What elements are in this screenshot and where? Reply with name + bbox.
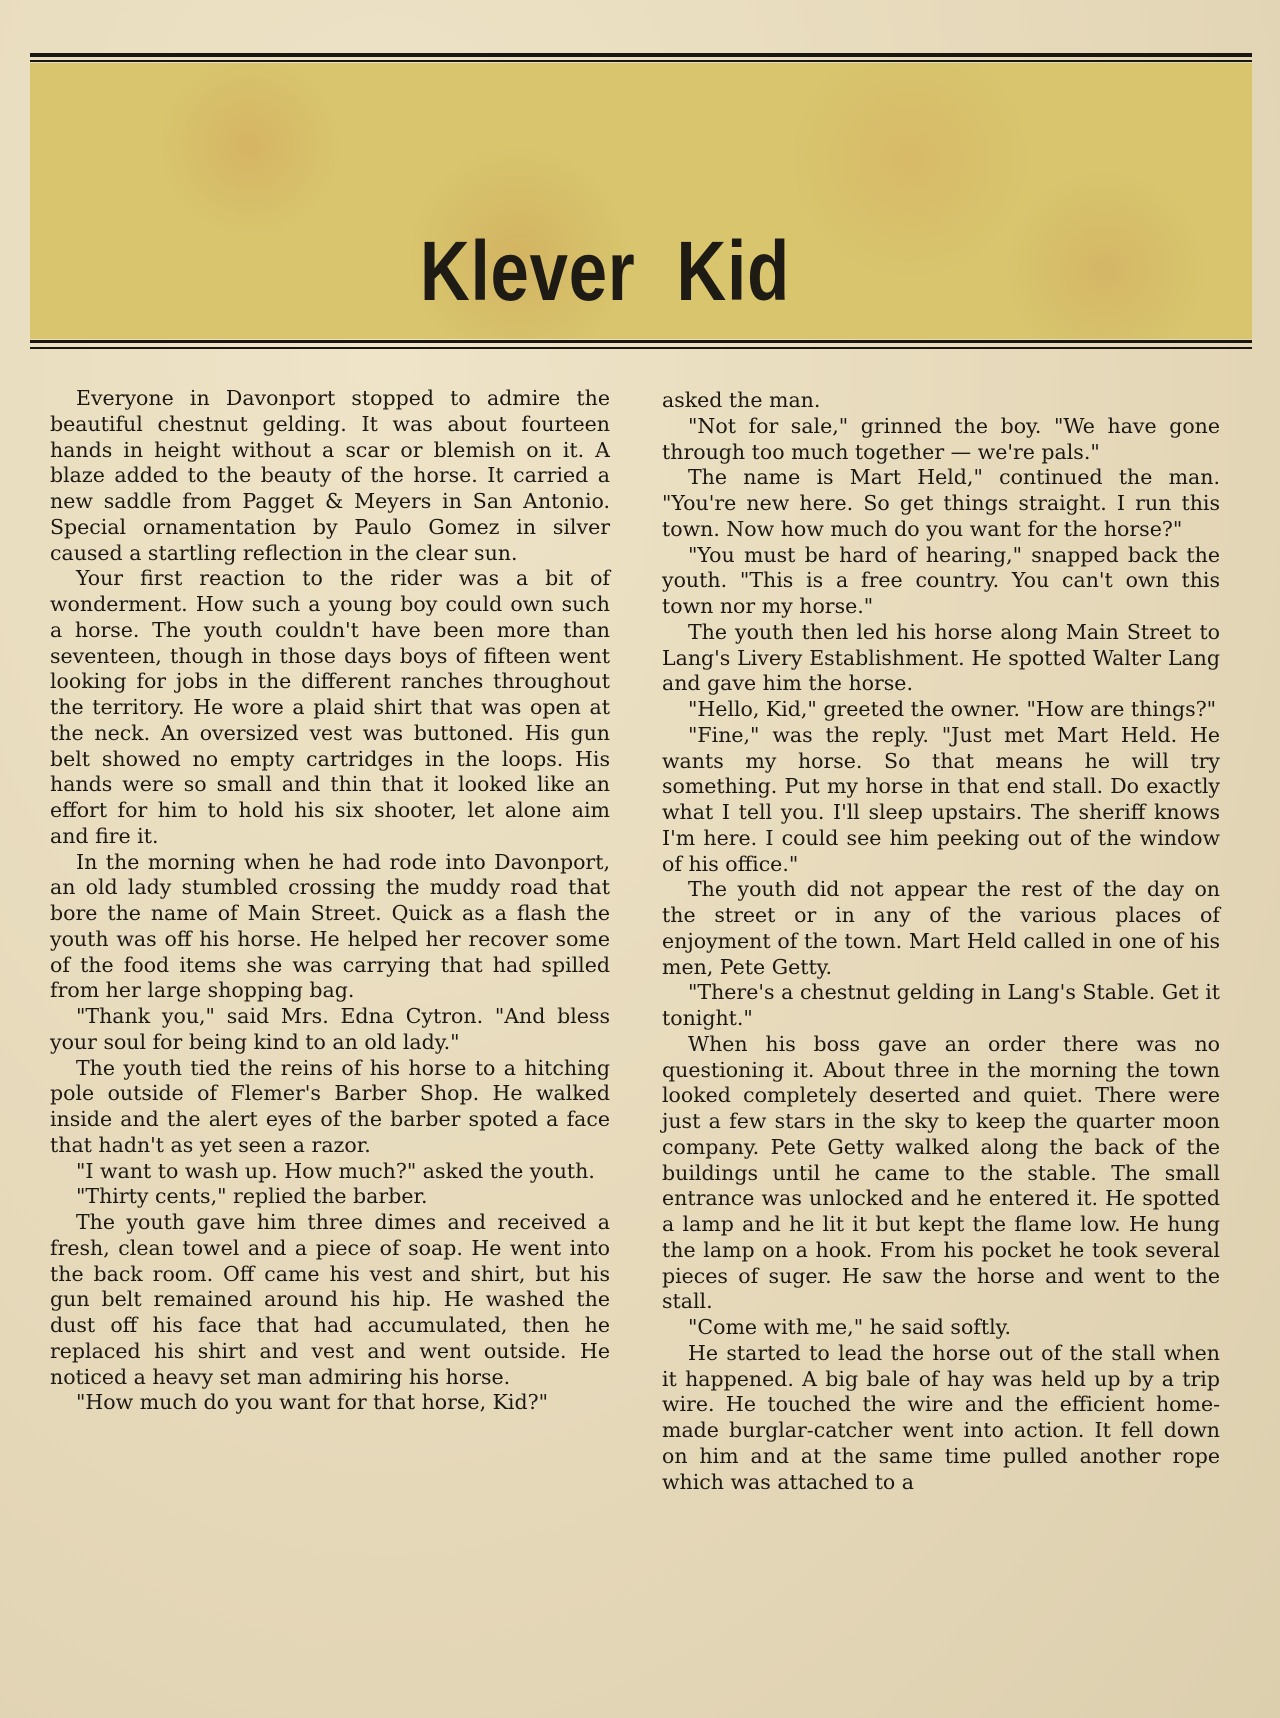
paragraph: "Thank you," said Mrs. Edna Cytron. "And bless your soul for being kind to an old lady." bbox=[50, 1004, 610, 1054]
title-word-1: Klever bbox=[420, 224, 636, 318]
title-banner bbox=[30, 63, 1252, 339]
paragraph: Your first reaction to the rider was a bit of wonderment. How such a young boy could own such a horse. The youth couldn't have been more than seventeen, though in those days boys of fifteen went looking for jobs in the different ranches throughout the territory. He wore a plaid shirt that was open at the neck. An oversized vest was buttoned. His gun belt showed no empty cartridges in the loops. His hands were so small and thin that it looked like an effort for him to hold his six shooter, let alone aim and fire it. bbox=[50, 566, 610, 848]
paragraph: The youth gave him three dimes and received a fresh, clean towel and a piece of soap. He went into the back room. Off came his vest and shirt, but his gun belt remained around his hip. He washed the dust off his face that had accumulated, then he replaced his shirt and vest and went outside. He noticed a heavy set man admiring his horse. bbox=[50, 1210, 610, 1389]
paragraph: "Thirty cents," replied the barber. bbox=[76, 1184, 428, 1209]
paragraph: Everyone in Davonport stopped to admire the beautiful chestnut gelding. It was about fourteen hands in height without a scar or blemish on it. A blaze added to the beauty of the horse. It carried a new saddle from Pagget & Meyers in San Antonio. Special ornamentation by Paulo Gomez in silver caused a startling reflection in the clear sun. bbox=[50, 386, 610, 565]
paragraph: The name is Mart Held," continued the man. "You're new here. So get things straight. I run this town. Now how much do you want for the horse?" bbox=[662, 465, 1220, 541]
paragraph: "Fine," was the reply. "Just met Mart Held. He wants my horse. So that means he will try something. Put my horse in that end stall. Do exactly what I tell you. I'll sleep upstairs. The sheriff knows I'm here. I could see him peeking out of the window of his office." bbox=[662, 722, 1220, 876]
header-rule-top-thin bbox=[30, 60, 1252, 62]
paragraph: In the morning when he had rode into Davonport, an old lady stumbled crossing the muddy road that bore the name of Main Street. Quick as a flash the youth was off his horse. He helped her recover some of the food items she was carrying that had spilled from her large shopping bag. bbox=[50, 849, 610, 1003]
header-rule-top bbox=[30, 53, 1252, 57]
header-rule-bottom bbox=[30, 340, 1252, 343]
paragraph: The youth did not appear the rest of the day on the street or in any of the various places of enjoyment of the town. Mart Held called in one of his men, Pete Getty. bbox=[662, 877, 1220, 979]
paragraph: The youth tied the reins of his horse to a hitching pole outside of Flemer's Barber Shop. He walked inside and the alert eyes of the barber spoted a face that hadn't as yet seen a razor. bbox=[50, 1055, 610, 1157]
paragraph: "You must be hard of hearing," snapped back the youth. "This is a free country. You can't own this town nor my horse." bbox=[662, 542, 1220, 618]
paragraph: He started to lead the horse out of the stall when it happened. A big bale of hay was held up by a trip wire. He touched the wire and the efficient home-made burglar-catcher went into action. It fell down on him and at the same time pulled another rope which was attached to a bbox=[662, 1340, 1220, 1494]
right-column bbox=[662, 388, 1220, 1495]
paragraph: "Come with me," he said softly. bbox=[688, 1315, 1012, 1339]
paragraph: "Hello, Kid," greeted the owner. "How are things?" bbox=[688, 697, 1217, 721]
paragraph: "Not for sale," grinned the boy. "We have gone through too much together — we're pals." bbox=[662, 413, 1220, 464]
paragraph: "I want to wash up. How much?" asked the youth. bbox=[76, 1158, 595, 1183]
story-title bbox=[134, 223, 1077, 319]
paragraph: The youth then led his horse along Main Street to Lang's Livery Establishment. He spotted Walter Lang and gave him the horse. bbox=[662, 619, 1220, 696]
title-word-2: Kid bbox=[676, 224, 790, 318]
paragraph: "How much do you want for that horse, Kid?" bbox=[76, 1390, 549, 1415]
header-rule-bottom-thin bbox=[30, 347, 1252, 349]
left-column bbox=[50, 386, 610, 1416]
paragraph: "There's a chestnut gelding in Lang's Stable. Get it tonight." bbox=[662, 980, 1220, 1030]
paragraph-continuation: asked the man. bbox=[662, 388, 821, 412]
paragraph: When his boss gave an order there was no questioning it. About three in the morning the town looked completely deserted and quiet. There were just a few stars in the sky to keep the quarter moon company. Pete Getty walked along the back of the buildings until he came to the stable. The small entrance was unlocked and he entered it. He spotted a lamp and he lit it but kept the flame low. He hung the lamp on a hook. From his pocket he took several pieces of suger. He saw the horse and went to the stall. bbox=[662, 1031, 1220, 1314]
